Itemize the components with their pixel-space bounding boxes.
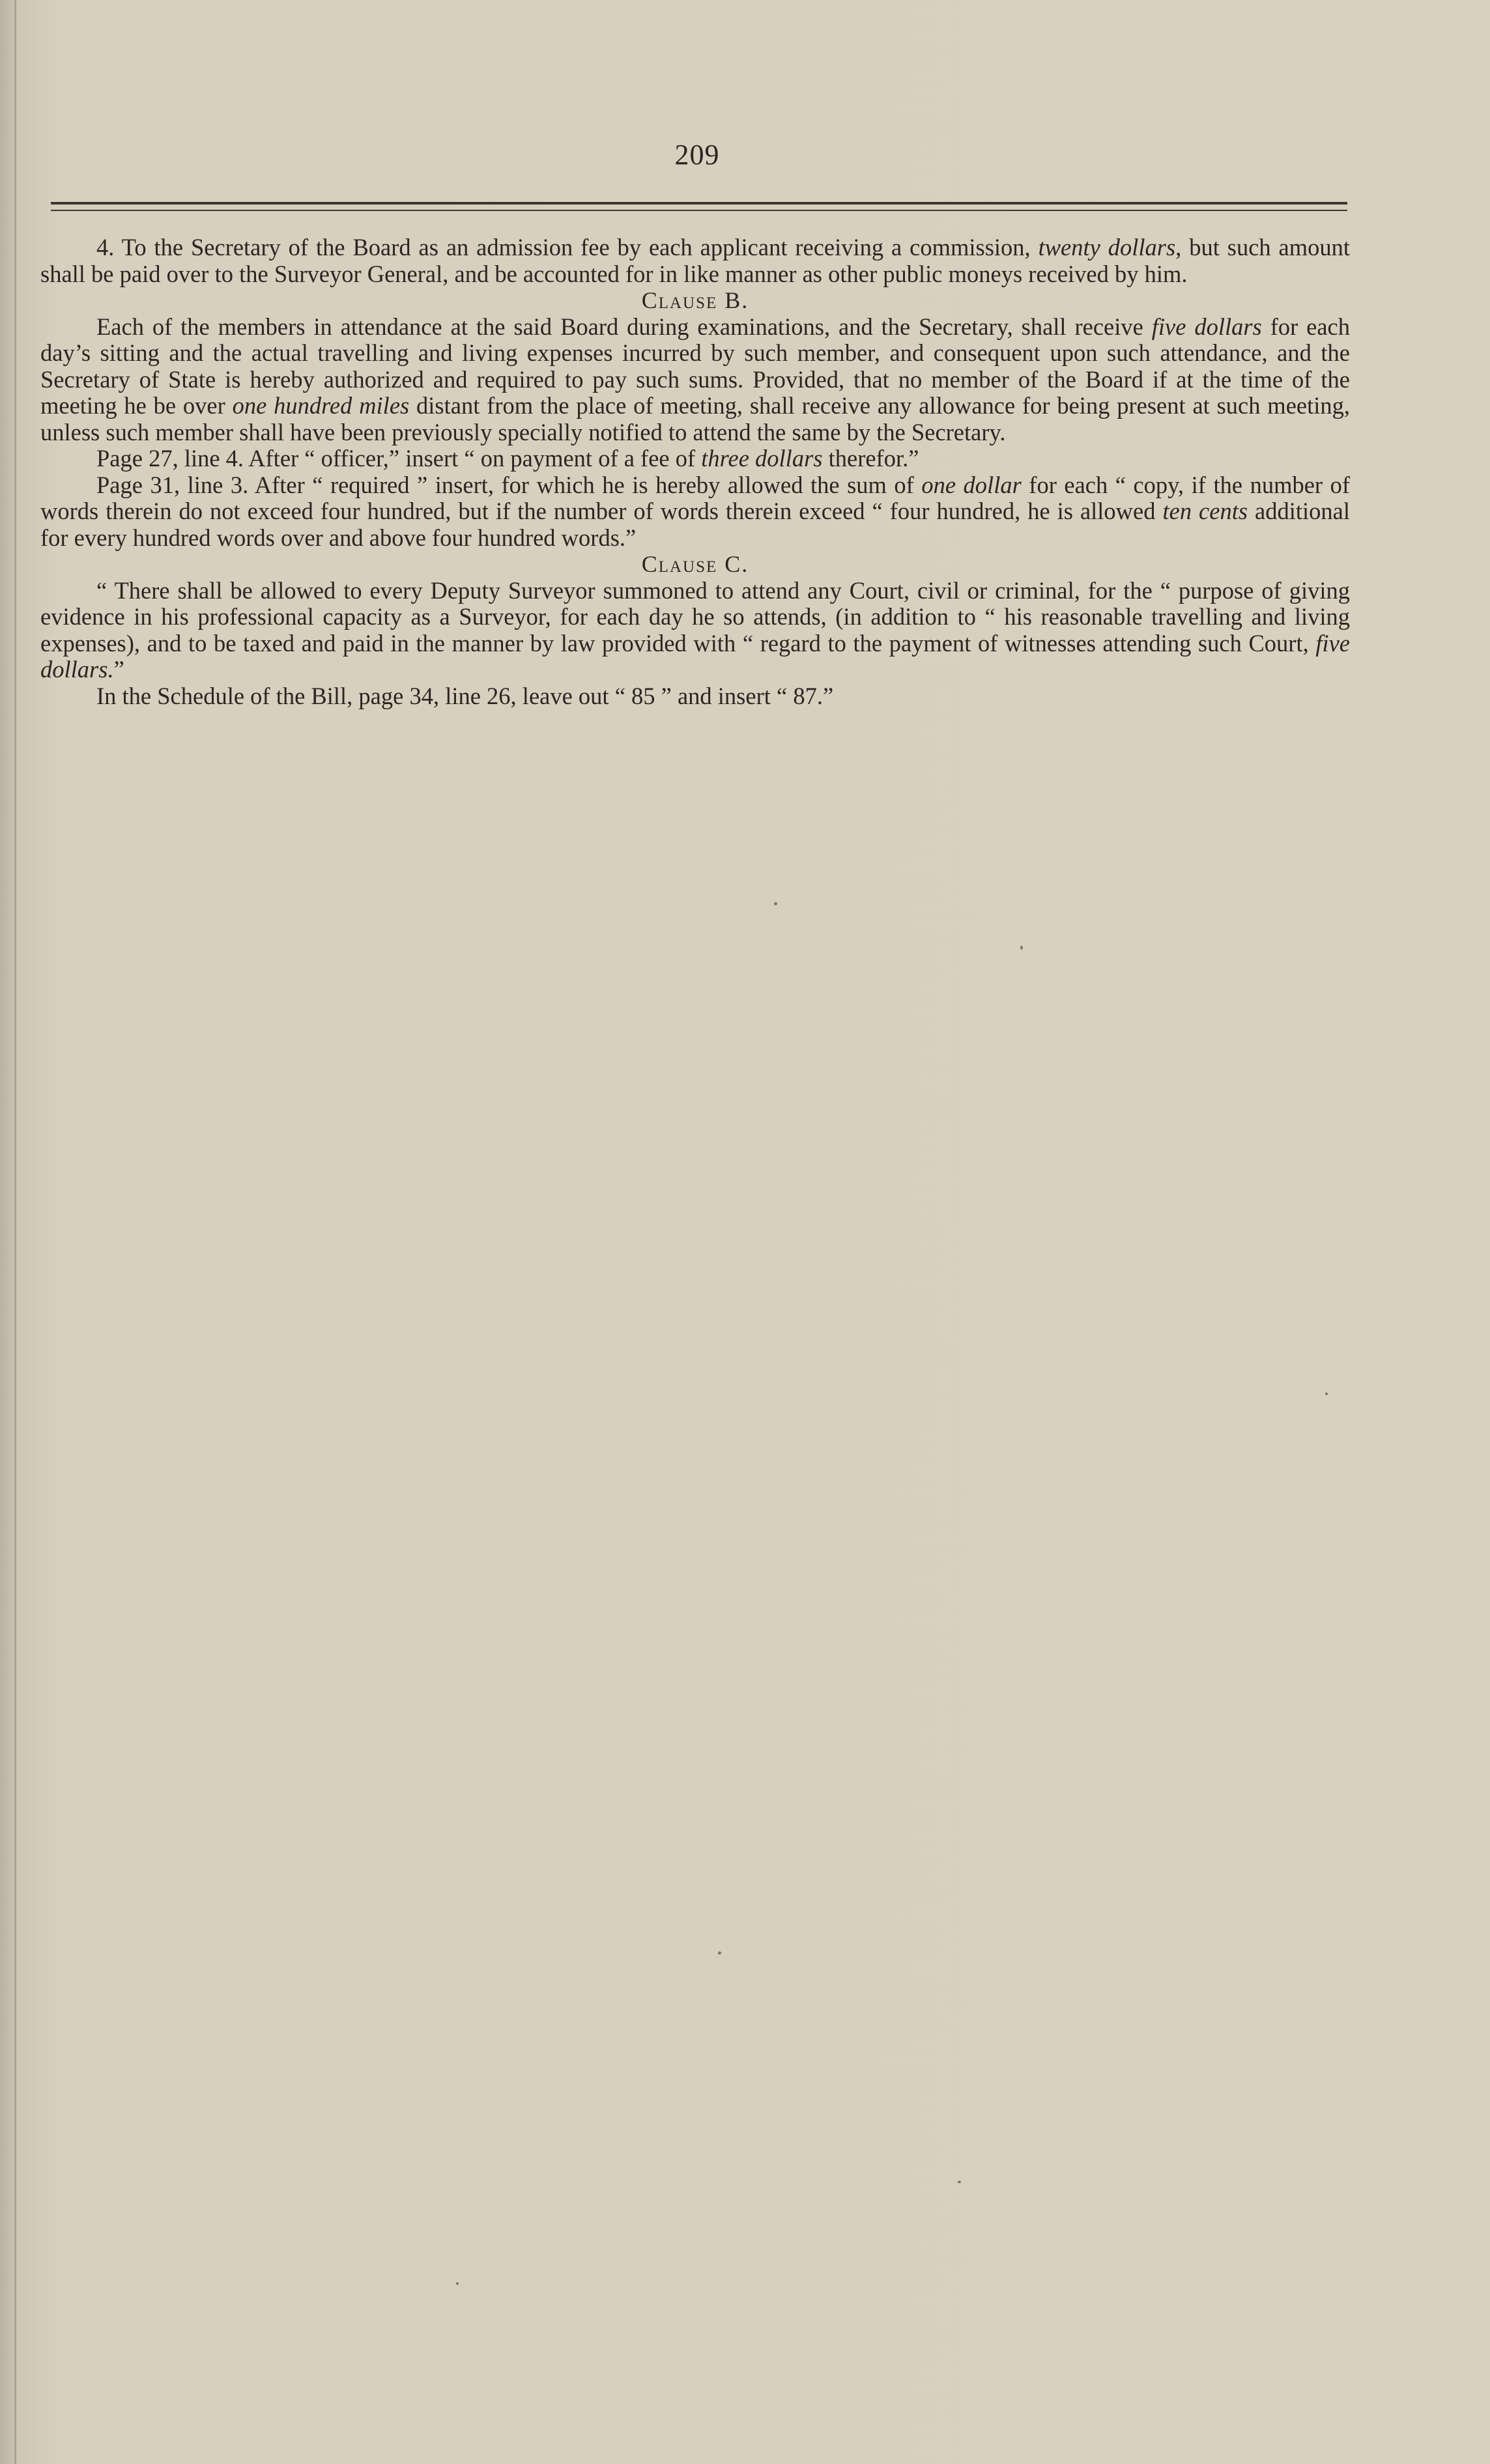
page-number: 209	[674, 139, 720, 171]
text-run: for each day’s sitting and the actual travelling and living expenses incurred by such member, and consequent upon such attendance, and the Secretary of State is hereby authorized and required to pay such sums. Provided, that no member of the Board if at the time of the meeting he be over	[40, 313, 1351, 419]
italic-text: ten cents	[1162, 498, 1248, 524]
text-run: ”	[113, 656, 124, 683]
paper-speck	[1020, 946, 1023, 950]
paper-speck	[718, 1951, 721, 1955]
text-run: Clause B.	[641, 287, 749, 313]
paper-speck	[456, 2282, 459, 2285]
body-paragraph	[40, 314, 1350, 446]
binding-edge	[14, 0, 16, 2464]
paper-speck	[958, 2181, 961, 2183]
text-run: 4. To the Secretary of the Board as an admission fee by each applicant receiving a commission,	[96, 234, 1039, 261]
body-paragraph	[40, 578, 1350, 683]
italic-text: five dollars	[1151, 313, 1262, 340]
body-paragraph	[40, 234, 1350, 287]
text-run: Page 27, line 4. After “ officer,” insert “ on payment of a fee of	[96, 445, 702, 472]
text-run: “ There shall be allowed to every Deputy Surveyor summoned to attend any Court, civil or criminal, for the “ purpose of giving evidence in his professional capacity as a Surveyor, for each day he so attends, (in addition to “ his reasonable travelling and living expenses), and to be taxed and paid in the manner by law provided with “ regard to the payment of witnesses attending such Court,	[40, 576, 1350, 657]
text-run: therefor.”	[822, 445, 919, 472]
text-run: Page 31, line 3. After “ required ” insert, for which he is hereby allowed the sum of	[96, 471, 922, 498]
text-run: Each of the members in attendance at the said Board during examinations, and the Secretary, shall receive	[96, 313, 1152, 340]
paper-speck	[1325, 1393, 1328, 1395]
italic-text: three dollars	[701, 445, 823, 472]
text-run: , but such amount shall be paid over to the Surveyor General, and be accounted for in like manner as other public moneys received by him.	[40, 234, 1351, 287]
text-run: In the Schedule of the Bill, page 34, line 26, leave out “ 85 ” and insert “ 87.”	[96, 682, 834, 709]
italic-text: five dollars.	[40, 629, 1350, 683]
text-run: distant from the place of meeting, shall receive any allowance for being present at such meeting, unless such member shall have been previously specially notified to attend the same by the Secretary.	[40, 392, 1351, 446]
italic-text: one dollar	[921, 471, 1022, 498]
body-paragraph	[40, 472, 1350, 552]
section-heading	[40, 287, 1350, 314]
italic-text: one hundred miles	[232, 392, 410, 419]
body-paragraph	[40, 446, 1350, 472]
header-rule-thick	[51, 202, 1347, 205]
header-rule-thin	[51, 210, 1347, 211]
text-run: Clause C.	[641, 551, 749, 577]
section-heading	[40, 551, 1350, 578]
text-run: additional for every hundred words over and above four hundred words.”	[40, 498, 1351, 551]
italic-text: twenty dollars	[1038, 234, 1176, 261]
document-body	[40, 234, 1350, 709]
text-run: for each “ copy, if the number of words therein do not exceed four hundred, but if the number of words therein exceed “ four hundred, he is allowed	[40, 471, 1350, 524]
body-paragraph	[40, 683, 1350, 710]
paper-speck	[774, 902, 777, 905]
